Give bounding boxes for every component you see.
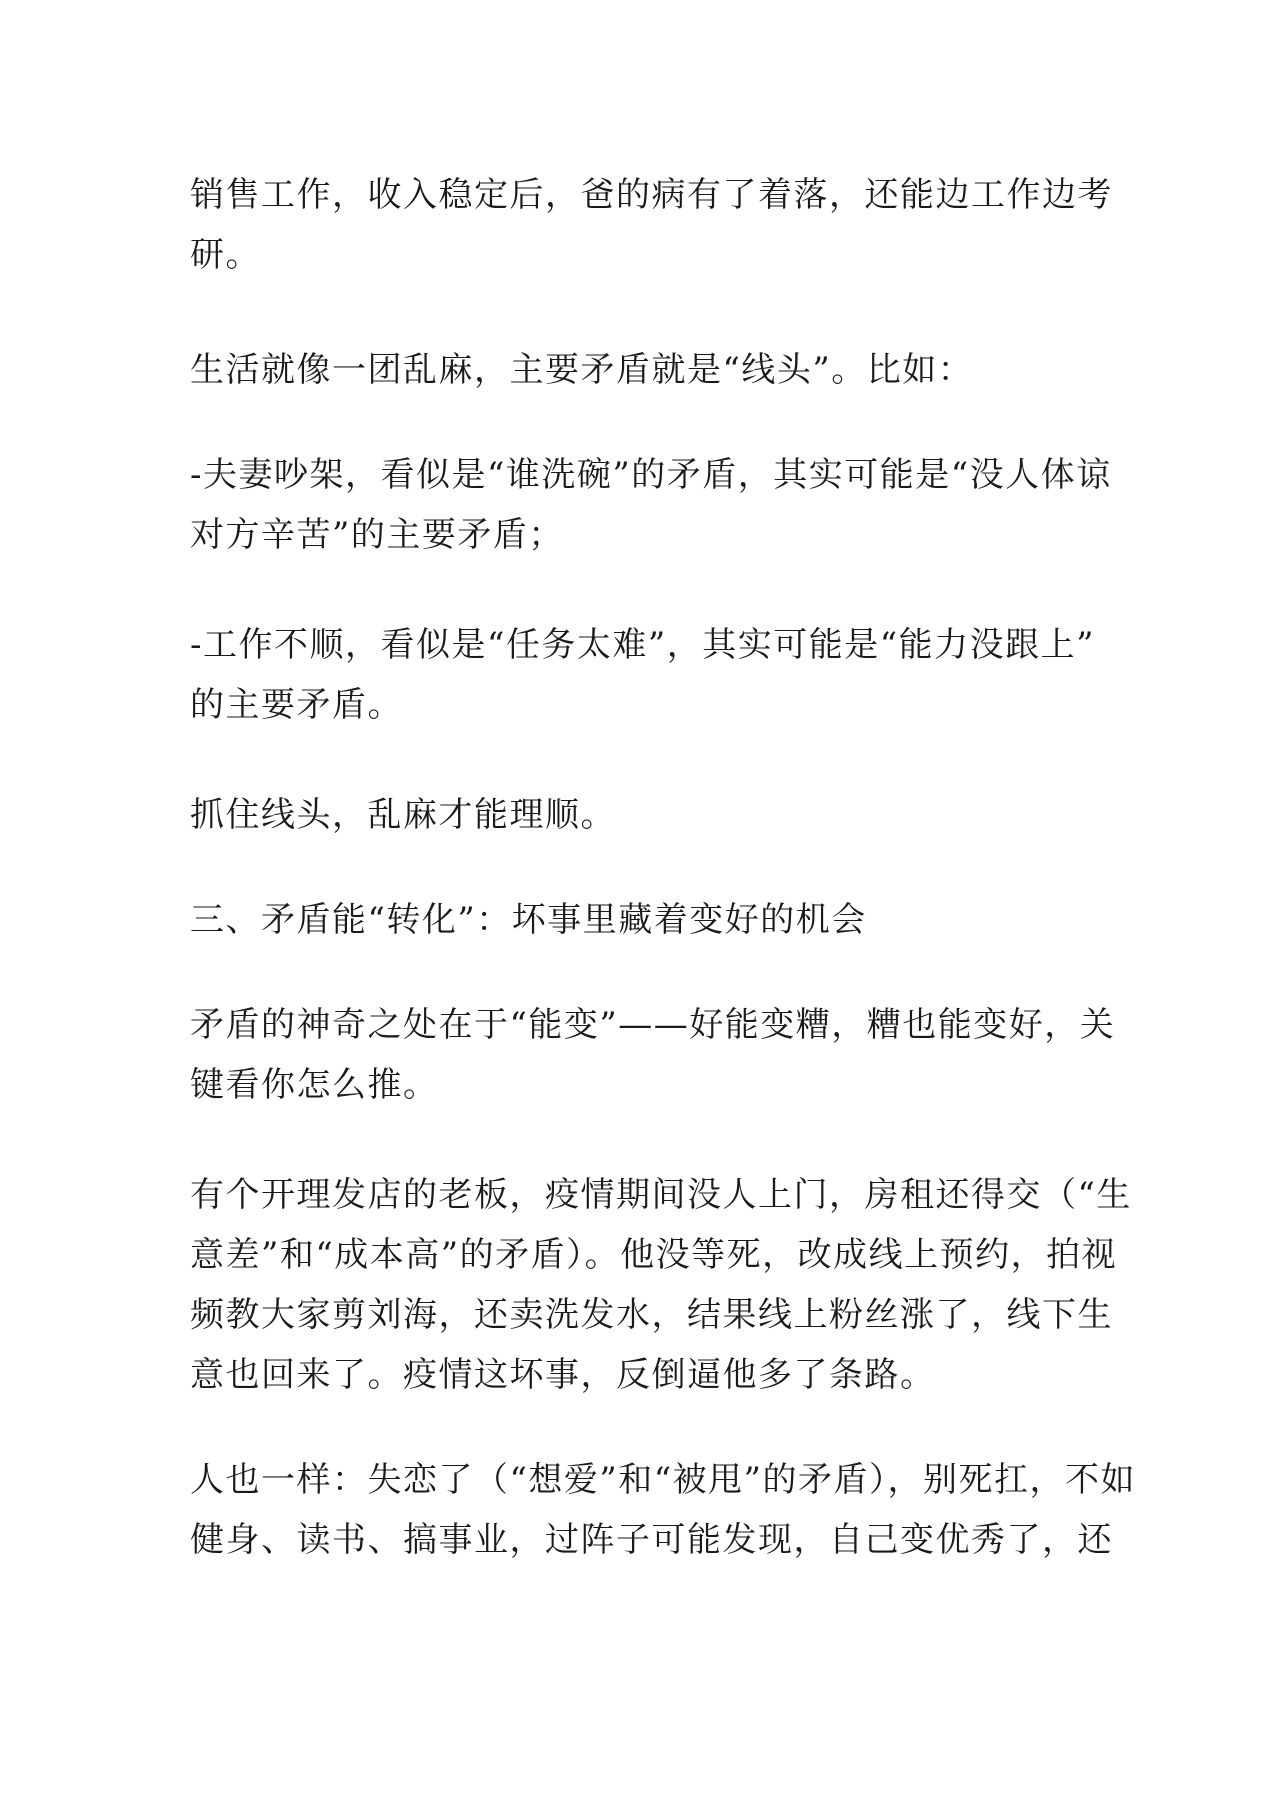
- text-line: 人也一样：失恋了（“想爱”和“被甩”的矛盾），别死扛，不如: [190, 1460, 1137, 1500]
- text-line: 意也回来了。疫情这坏事，反倒逼他多了条路。: [190, 1355, 936, 1395]
- paragraph-3: [190, 445, 1112, 565]
- text-line: 生活就像一团乱麻，主要矛盾就是“线头”。比如：: [190, 350, 974, 390]
- text-line: 的主要矛盾。: [190, 685, 403, 725]
- text-line: -夫妻吵架，看似是“谁洗碗”的矛盾，其实可能是“没人体谅: [190, 455, 1112, 495]
- paragraph-2: [190, 340, 1090, 400]
- text-line: 健身、读书、搞事业，过阵子可能发现，自己变优秀了，还: [190, 1520, 1113, 1560]
- text-line: 意差”和“成本高”的矛盾）。他没等死，改成线上预约，拍视: [190, 1235, 1118, 1275]
- text-line: 研。: [190, 235, 261, 275]
- text-line: 频教大家剪刘海，还卖洗发水，结果线上粉丝涨了，线下生: [190, 1295, 1113, 1335]
- text-line: 销售工作，收入稳定后，爸的病有了着落，还能边工作边考: [190, 175, 1113, 215]
- text-line: 矛盾的神奇之处在于“能变”——好能变糟，糟也能变好，关: [190, 1005, 1116, 1045]
- paragraph-6: [190, 995, 1116, 1115]
- text-line: 有个开理发店的老板，疫情期间没人上门，房租还得交（“生: [190, 1175, 1132, 1215]
- paragraph-4: [190, 615, 1096, 735]
- text-line: 抓住线头，乱麻才能理顺。: [190, 795, 616, 835]
- paragraph-7: [190, 1165, 1132, 1405]
- text-line: -工作不顺，看似是“任务太难”，其实可能是“能力没跟上”: [190, 625, 1096, 665]
- heading-line: 三、矛盾能“转化”：坏事里藏着变好的机会: [190, 900, 867, 940]
- text-line: 对方辛苦”的主要矛盾；: [190, 515, 564, 555]
- paragraph-5: [190, 785, 1090, 845]
- text-line: 键看你怎么推。: [190, 1065, 439, 1105]
- paragraph-1: [190, 165, 1113, 285]
- section-heading: [190, 890, 1090, 950]
- paragraph-8: [190, 1450, 1137, 1570]
